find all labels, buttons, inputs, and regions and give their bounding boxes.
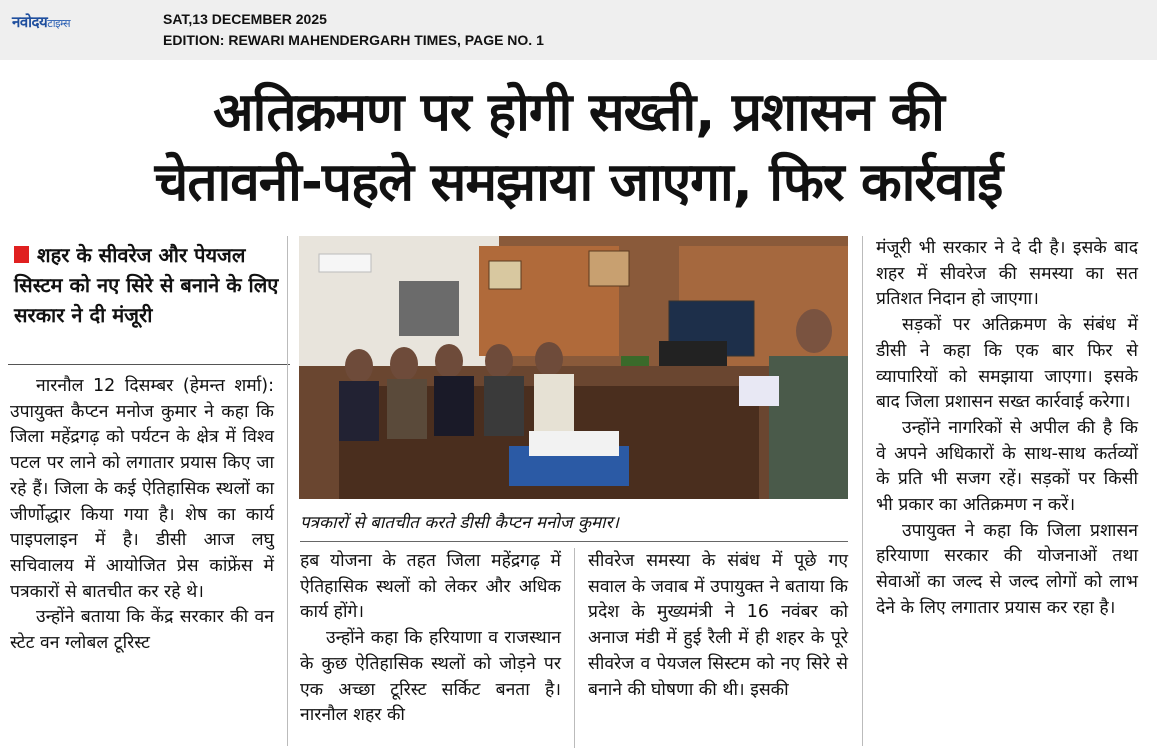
paragraph: सीवरेज समस्या के संबंध में पूछे गए सवाल के जवाब में उपायुक्त ने बताया कि प्रदेश के मुख्यमंत्री ने 16 नवंबर को अनाज मंडी में हुई रैली में ही शहर के पूरे सीवरेज व पेयजल सिस्टम को नए सिरे से बनाने की घोषणा की थी। इसकी <box>588 551 848 700</box>
article-column-3 <box>588 549 848 703</box>
divider <box>300 541 848 542</box>
edition-info: EDITION: REWARI MAHENDERGARH TIMES, PAGE NO. 1 <box>163 32 544 48</box>
paragraph: उन्होंने कहा कि हरियाणा व राजस्थान के कुछ ऐतिहासिक स्थलों को जोड़ने पर एक अच्छा टूरिस्ट सर्किट बनता है। नारनौल शहर की <box>300 628 561 726</box>
paragraph: हब योजना के तहत जिला महेंद्रगढ़ में ऐतिहासिक स्थलों को लेकर और अधिक कार्य होंगे। <box>300 551 561 623</box>
red-square-bullet-icon <box>14 246 29 263</box>
paragraph: उन्होंने बताया कि केंद्र सरकार की वन स्टेट वन ग्लोबल टूरिस्ट <box>10 607 274 654</box>
column-divider <box>862 236 863 746</box>
logo-sub: टाइम्स <box>47 17 71 30</box>
edition-meta <box>163 9 544 51</box>
paragraph: नारनौल 12 दिसम्बर (हेमन्त शर्मा): उपायुक्त कैप्टन मनोज कुमार ने कहा कि जिला महेंद्रगढ़ को पर्यटन के क्षेत्र में विश्व पटल पर लाने को लगातार प्रयास किए जा रहे हैं। जिला के कई ऐतिहासिक स्थलों का जीर्णोद्धार किया गया है। शेष का कार्य पाइपलाइन में है। डीसी आज लघु सचिवालय में आयोजित प्रेस कांफ्रेंस में पत्रकारों से बातचीत कर रहे थे। <box>10 376 274 602</box>
paragraph: उपायुक्त ने कहा कि जिला प्रशासन हरियाणा सरकार की योजनाओं तथा सेवाओं का जल्द से जल्द लोगों को लाभ देने के लिए लगातार प्रयास कर रहा है। <box>876 520 1138 618</box>
subheadline-text: शहर के सीवरेज और पेयजल सिस्टम को नए सिरे से बनाने के लिए सरकार ने दी मंजूरी <box>14 243 279 327</box>
article-column-4 <box>876 236 1138 622</box>
article-column-2 <box>300 549 561 729</box>
edition-date: SAT,13 DECEMBER 2025 <box>163 11 327 27</box>
press-conference-photo <box>299 236 848 499</box>
column-divider <box>287 236 288 746</box>
subheadline <box>14 240 284 330</box>
column-divider <box>574 548 575 748</box>
paragraph: उन्होंने नागरिकों से अपील की है कि वे अपने अधिकारों के साथ-साथ कर्तव्यों के प्रति भी सजग रहें। सड़कों पर किसी भी प्रकार का अतिक्रमण न करें। <box>876 417 1138 516</box>
headline-line-1: अतिक्रमण पर होगी सख्ती, प्रशासन की <box>213 82 944 143</box>
paragraph: सड़कों पर अतिक्रमण के संबंध में डीसी ने कहा कि एक बार फिर से व्यापारियों को समझाया जाएगा। इसके बाद जिला प्रशासन सख्त कार्रवाई करेगा। <box>876 315 1138 413</box>
paragraph: मंजूरी भी सरकार ने दे दी है। इसके बाद शहर में सीवरेज की समस्या का सत प्रतिशत निदान हो जाएगा। <box>876 238 1138 310</box>
headline-line-2: चेतावनी-पहले समझाया जाएगा, फिर कार्रवाई <box>154 152 1003 213</box>
divider <box>8 364 290 365</box>
logo-main: नवोदय <box>12 13 48 31</box>
press-conference-photo-illustration <box>299 236 848 499</box>
page-title <box>0 78 1157 218</box>
newspaper-logo <box>12 12 70 32</box>
article-column-1 <box>10 374 274 657</box>
edition-header-bar <box>0 0 1157 60</box>
photo-caption: पत्रकारों से बातचीत करते डीसी कैप्टन मनोज कुमार। <box>300 513 619 533</box>
